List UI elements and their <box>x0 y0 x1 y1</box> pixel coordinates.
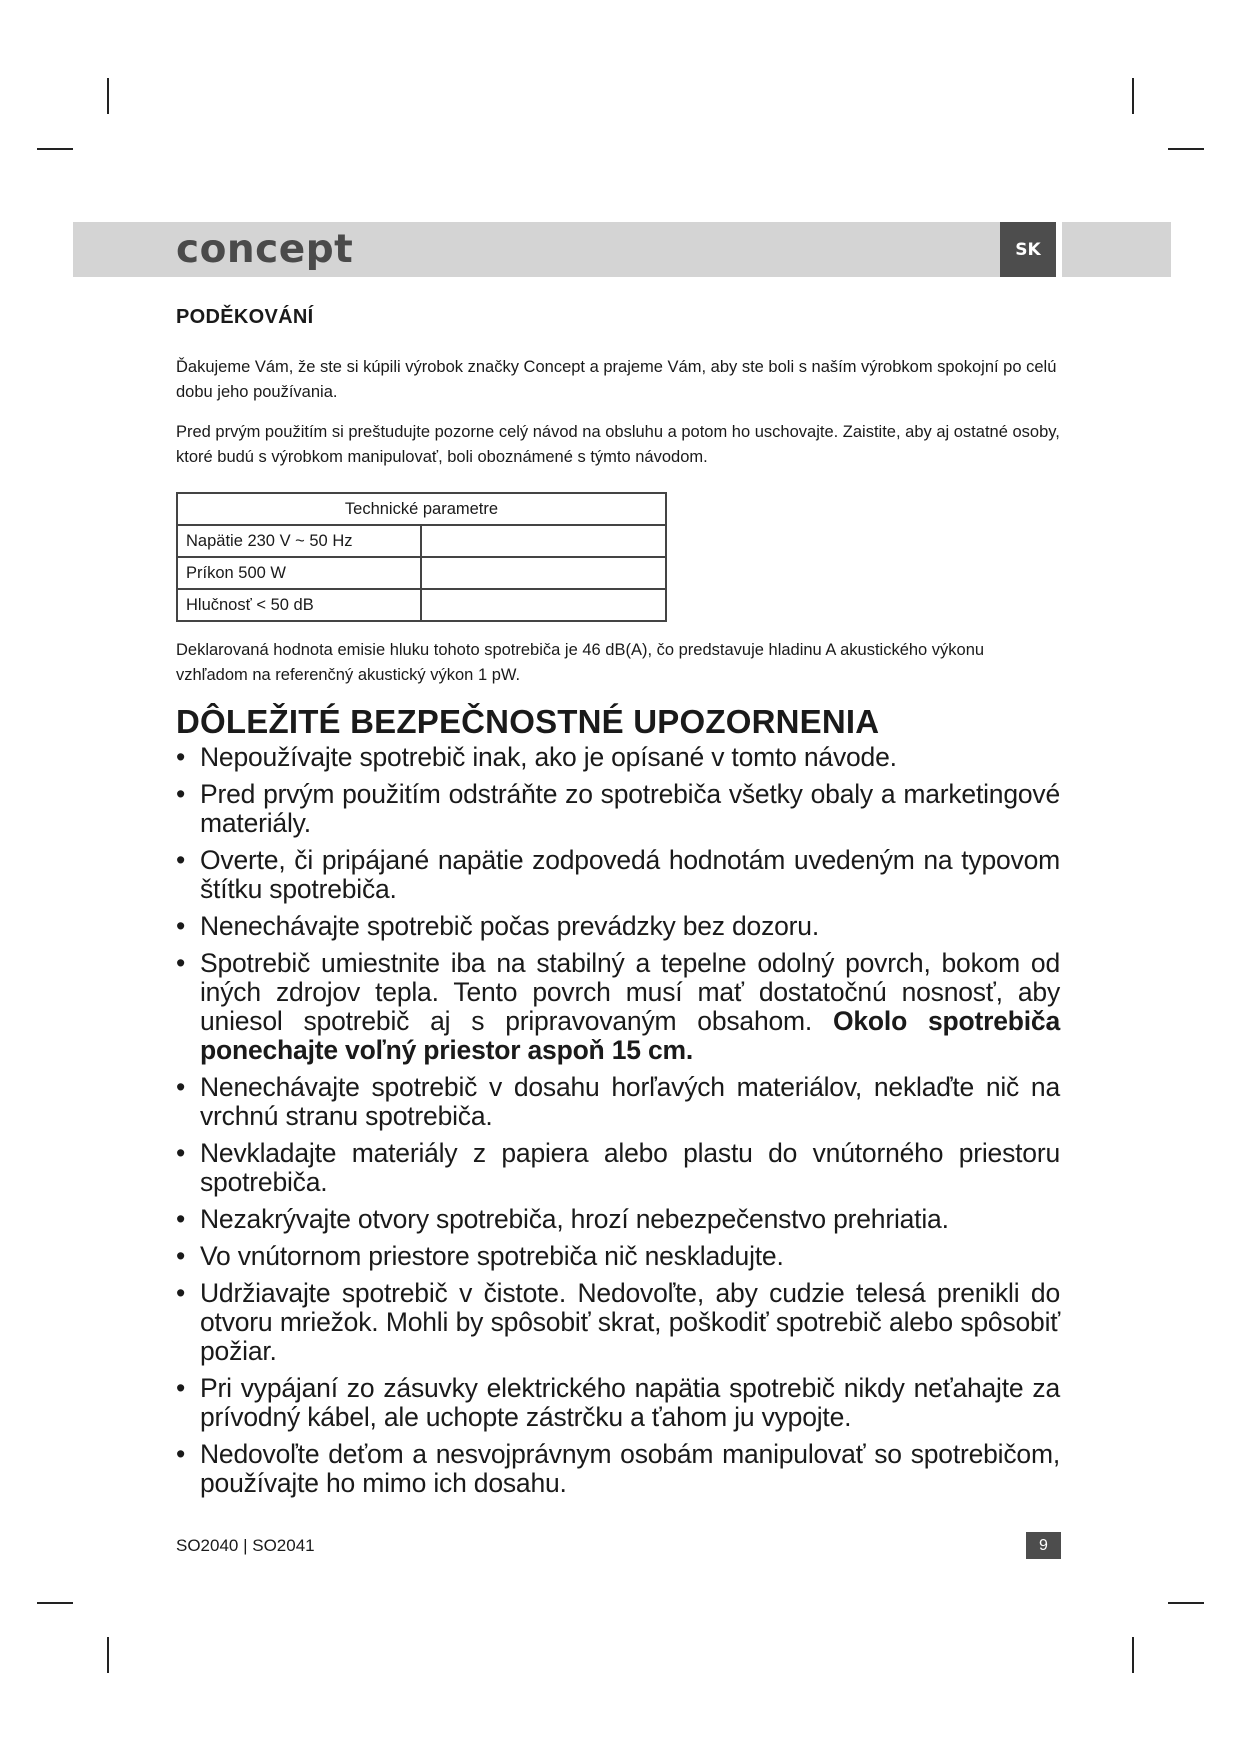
bullet-icon: • <box>176 845 186 875</box>
intro-paragraph: Pred prvým použitím si preštudujte pozorne celý návod na obsluhu a potom ho uschovajte. Zaistite, aby aj ostatné osoby, ktoré budú s výrobkom manipulovať, boli oboznámené s týmto návodom. <box>176 423 1060 466</box>
list-item <box>176 949 1060 1065</box>
list-item <box>176 1073 1060 1131</box>
safety-heading: DÔLEŽITÉ BEZPEČNOSTNÉ UPOZORNENIA <box>176 703 880 740</box>
list-item <box>176 912 1060 941</box>
bullet-icon: • <box>176 1138 186 1168</box>
crop-mark <box>37 1602 73 1604</box>
list-item <box>176 1242 1060 1271</box>
list-item-text: Spotrebič umiestnite iba na stabilný a tepelne odolný povrch, bokom od iných zdrojov tepla. Tento povrch musí mať dostatočnú nosnosť, aby uniesol spotrebič aj s pripravovaným obsahom. <box>200 948 1060 1036</box>
tech-params-table <box>176 492 667 622</box>
intro-paragraph: Ďakujeme Vám, že ste si kúpili výrobok značky Concept a prajeme Vám, aby ste boli s naším výrobkom spokojní po celú dobu jeho používania. <box>176 358 1057 401</box>
list-item-text: Pri vypájaní zo zásuvky elektrického napätia spotrebič nikdy neťahajte za prívodný kábel, ale uchopte zástrčku a ťahom ju vypojte. <box>200 1373 1060 1432</box>
table-cell-label: Príkon 500 W <box>177 557 421 589</box>
bullet-icon: • <box>176 1439 186 1469</box>
list-item-text: Nedovoľte deťom a nesvojprávnym osobám manipulovať so spotrebičom, používajte ho mimo ich dosahu. <box>200 1439 1060 1498</box>
list-item-text: Udržiavajte spotrebič v čistote. Nedovoľte, aby cudzie telesá prenikli do otvoru mriežok. Mohli by spôsobiť skrat, poškodiť spotrebič alebo spôsobiť požiar. <box>200 1278 1060 1366</box>
crop-mark <box>1132 78 1134 114</box>
list-item-text: Nenechávajte spotrebič počas prevádzky bez dozoru. <box>200 911 819 941</box>
intro-heading: PODĚKOVÁNÍ <box>176 306 314 328</box>
table-cell-value <box>421 589 666 621</box>
table-cell-label: Hlučnosť < 50 dB <box>177 589 421 621</box>
list-item <box>176 1279 1060 1366</box>
bullet-icon: • <box>176 1278 186 1308</box>
table-row <box>177 557 666 589</box>
bullet-icon: • <box>176 911 186 941</box>
list-item-text: Nevkladajte materiály z papiera alebo plastu do vnútorného priestoru spotrebiča. <box>200 1138 1060 1197</box>
bullet-icon: • <box>176 948 186 978</box>
table-row <box>177 589 666 621</box>
bullet-icon: • <box>176 742 186 772</box>
list-item <box>176 780 1060 838</box>
list-item <box>176 1205 1060 1234</box>
list-item <box>176 1374 1060 1432</box>
language-badge: SK <box>1000 222 1056 277</box>
bullet-icon: • <box>176 1241 186 1271</box>
crop-mark <box>37 148 73 150</box>
noise-note: Deklarovaná hodnota emisie hluku tohoto spotrebiča je 46 dB(A), čo predstavuje hladinu A akustického výkonu vzhľadom na referenčný akustický výkon 1 pW. <box>176 641 985 684</box>
page-number: 9 <box>1026 1532 1061 1559</box>
bullet-icon: • <box>176 1204 186 1234</box>
list-item-text: Nenechávajte spotrebič v dosahu horľavých materiálov, neklaďte nič na vrchnú stranu spotrebiča. <box>200 1072 1060 1131</box>
list-item-text: Nepoužívajte spotrebič inak, ako je opísané v tomto návode. <box>200 742 897 772</box>
list-item <box>176 846 1060 904</box>
table-cell-label: Napätie 230 V ~ 50 Hz <box>177 525 421 557</box>
list-item-text: Nezakrývajte otvory spotrebiča, hrozí nebezpečenstvo prehriatia. <box>200 1204 949 1234</box>
crop-mark <box>1168 148 1204 150</box>
table-cell-value <box>421 525 666 557</box>
header-divider <box>1056 222 1062 277</box>
list-item <box>176 743 1060 772</box>
safety-list <box>176 743 1060 1498</box>
list-item-text: Pred prvým použitím odstráňte zo spotrebiča všetky obaly a marketingové materiály. <box>200 779 1060 838</box>
crop-mark <box>107 78 109 114</box>
page-content <box>176 306 1060 1506</box>
table-row <box>177 525 666 557</box>
list-item <box>176 1139 1060 1197</box>
list-item-bold-text: Okolo spotrebiča ponechajte voľný priestor aspoň 15 cm. <box>200 1006 1060 1065</box>
tech-table-title: Technické parametre <box>177 493 666 525</box>
list-item-text: Vo vnútornom priestore spotrebiča nič neskladujte. <box>200 1241 784 1271</box>
crop-mark <box>1132 1637 1134 1673</box>
crop-mark <box>107 1637 109 1673</box>
bullet-icon: • <box>176 1072 186 1102</box>
footer-models: SO2040 | SO2041 <box>176 1536 315 1555</box>
bullet-icon: • <box>176 779 186 809</box>
list-item <box>176 1440 1060 1498</box>
crop-mark <box>1168 1602 1204 1604</box>
table-cell-value <box>421 557 666 589</box>
brand-logo: concept <box>176 227 354 272</box>
list-item-text: Overte, či pripájané napätie zodpovedá hodnotám uvedeným na typovom štítku spotrebiča. <box>200 845 1060 904</box>
bullet-icon: • <box>176 1373 186 1403</box>
